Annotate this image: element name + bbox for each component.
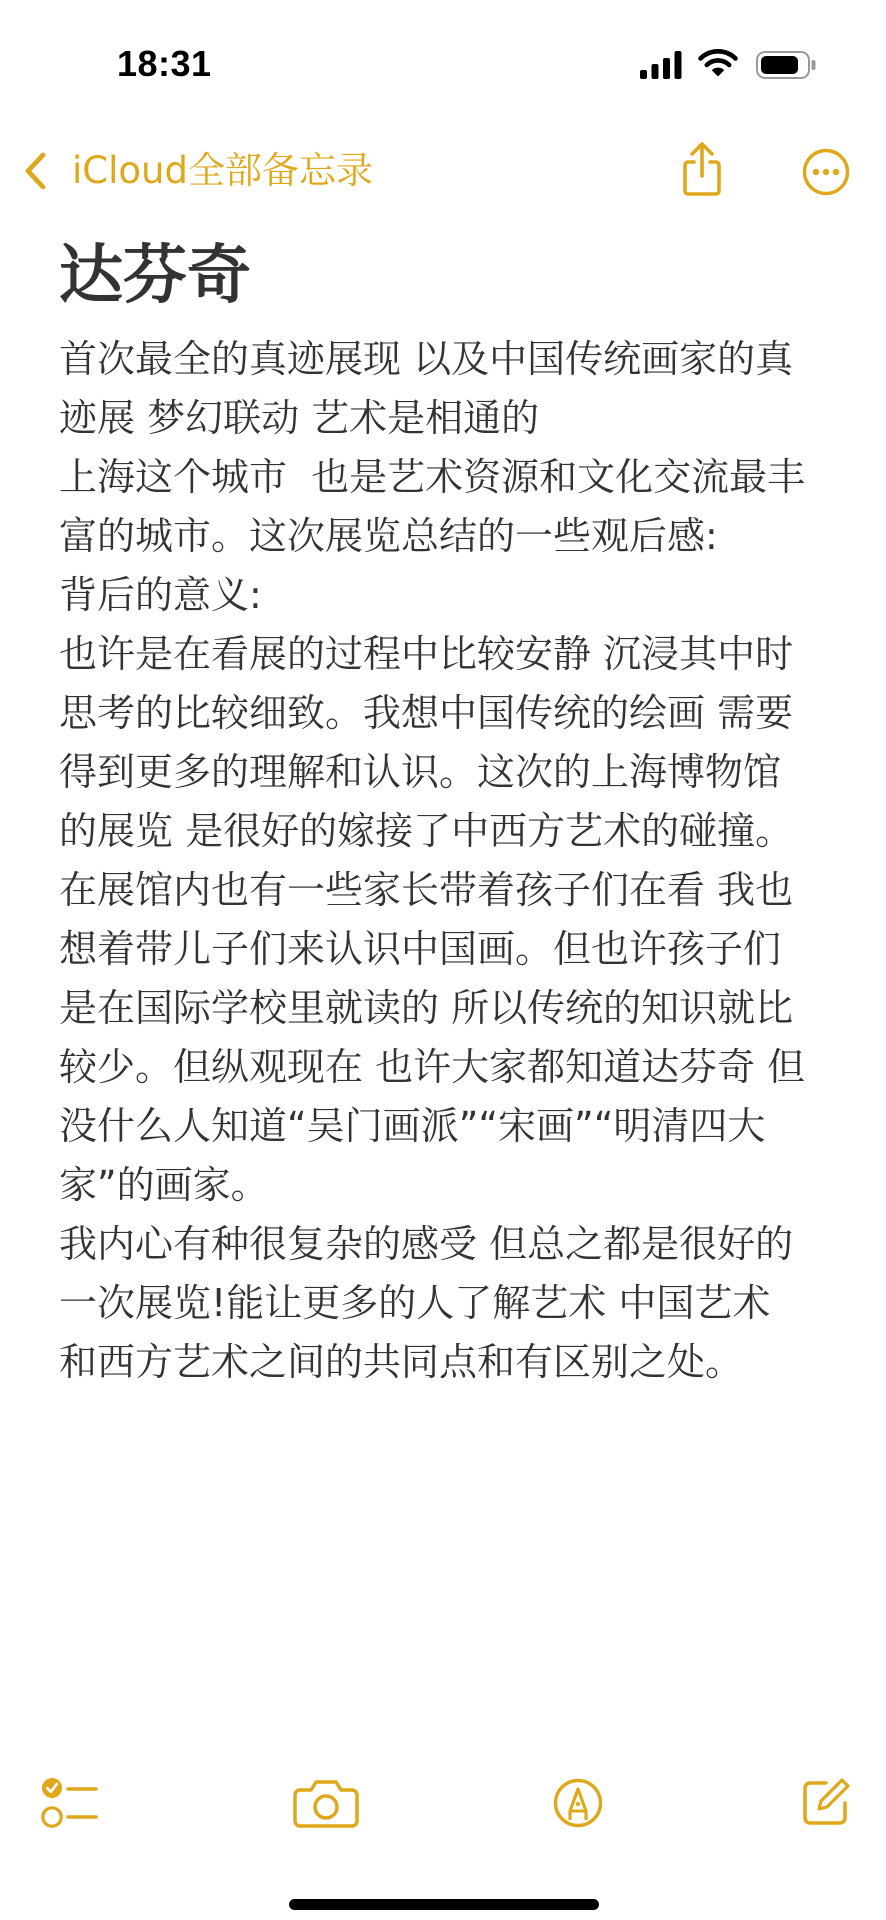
note-line: 在展馆内也有一些家长带着孩子们在看 我也: [59, 868, 794, 912]
note-line: 上海这个城市 也是艺术资源和文化交流最丰: [59, 455, 806, 499]
note-line: 迹展 梦幻联动 艺术是相通的: [59, 396, 540, 440]
note-line: 也许是在看展的过程中比较安静 沉浸其中时: [59, 632, 794, 676]
back-button[interactable]: [14, 145, 373, 197]
note-line: 一次展览!能让更多的人了解艺术 中国艺术: [59, 1281, 771, 1325]
battery-icon: [756, 51, 816, 79]
note-line: 的展览 是很好的嫁接了中西方艺术的碰撞。: [59, 809, 794, 853]
note-line: 较少。但纵观现在 也许大家都知道达芬奇 但: [59, 1045, 806, 1089]
compose-icon: [800, 1776, 852, 1828]
ellipsis-circle-icon: [802, 148, 850, 196]
home-indicator[interactable]: [289, 1899, 599, 1910]
note-line: 想着带儿子们来认识中国画。但也许孩子们: [59, 927, 782, 971]
note-line: 首次最全的真迹展现 以及中国传统画家的真: [59, 337, 794, 381]
checklist-button[interactable]: [40, 1775, 100, 1831]
checklist-icon: [40, 1775, 100, 1831]
share-icon: [679, 140, 725, 198]
camera-button[interactable]: [293, 1776, 359, 1830]
note-line: 背后的意义:: [59, 573, 262, 617]
status-time: 18:31: [117, 43, 212, 84]
note-line: 是在国际学校里就读的 所以传统的知识就比: [59, 986, 794, 1030]
note-line: 和西方艺术之间的共同点和有区别之处。: [59, 1340, 744, 1384]
more-button[interactable]: [802, 148, 850, 196]
note-line: 富的城市。这次展览总结的一些观后感:: [59, 514, 718, 558]
camera-icon: [293, 1776, 359, 1830]
note-line: 思考的比较细致。我想中国传统的绘画 需要: [59, 691, 794, 735]
note-title[interactable]: 达芬奇: [59, 239, 251, 313]
markup-icon: [553, 1778, 603, 1828]
note-line: 我内心有种很复杂的感受 但总之都是很好的: [59, 1222, 794, 1266]
note-line: 得到更多的理解和认识。这次的上海博物馆: [59, 750, 782, 794]
note-body[interactable]: [59, 330, 859, 1392]
chevron-left-icon: [20, 150, 50, 192]
wifi-icon: [698, 48, 738, 78]
note-line: 家”的画家。: [59, 1163, 269, 1207]
note-line: 没什么人知道“吴门画派”“宋画”“明清四大: [59, 1104, 766, 1148]
compose-button[interactable]: [800, 1776, 852, 1828]
markup-button[interactable]: [553, 1778, 603, 1828]
back-button-label: iCloud全部备忘录: [72, 149, 373, 192]
share-button[interactable]: [679, 140, 725, 198]
cellular-signal-icon: [640, 51, 683, 79]
